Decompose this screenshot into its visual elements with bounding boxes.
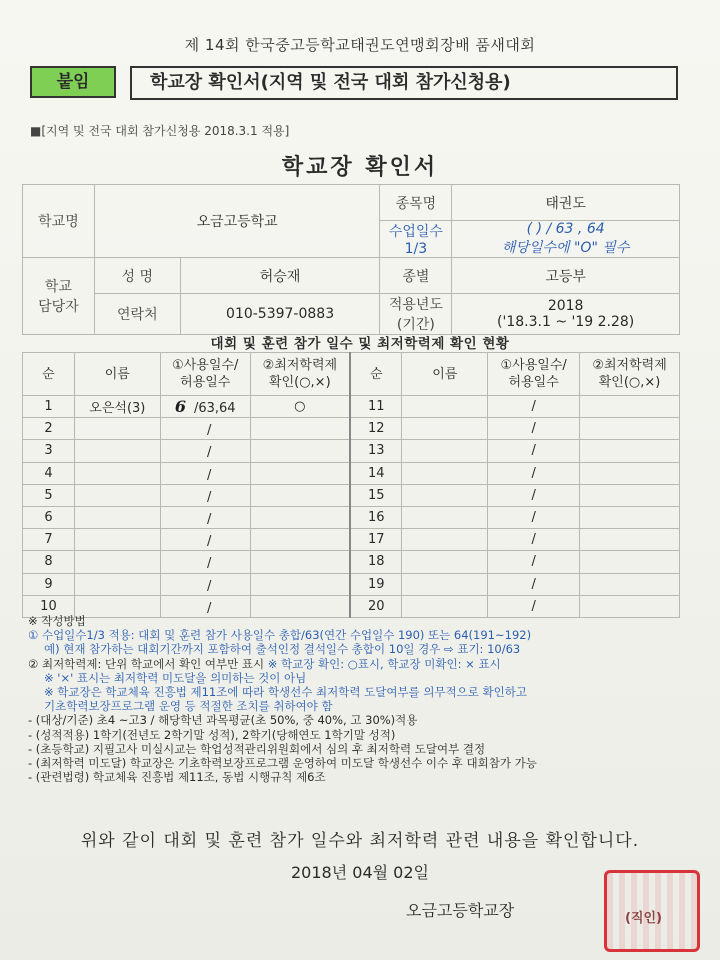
event-value: 태권도 bbox=[452, 185, 680, 221]
name-value: 허승재 bbox=[180, 258, 380, 294]
row-days bbox=[160, 573, 250, 595]
note-1b: 예) 현재 참가하는 대회기간까지 포함하여 출석인정 결석일수 총합이 10일 경우 ⇨ 표기: 10/63 bbox=[44, 642, 521, 657]
school-label: 학교명 bbox=[23, 185, 95, 258]
event-label: 종목명 bbox=[380, 185, 452, 221]
row-allowed-days: / bbox=[207, 423, 212, 439]
table-subtitle: 대회 및 훈련 참가 일수 및 최저학력제 확인 현황 bbox=[210, 336, 510, 352]
row-allowed-days: / bbox=[207, 556, 212, 572]
row-name bbox=[74, 573, 160, 595]
row-name bbox=[402, 462, 488, 484]
row-name bbox=[74, 551, 160, 573]
row-days: / bbox=[488, 462, 580, 484]
row-allowed-days: / bbox=[207, 578, 212, 594]
row-academic bbox=[250, 440, 350, 462]
row-academic: ○ bbox=[250, 396, 350, 418]
row-no: 10 bbox=[23, 595, 75, 617]
row-name bbox=[402, 418, 488, 440]
col-days-left: ①사용일수/ 허용일수 bbox=[160, 353, 250, 396]
row-days: / bbox=[488, 484, 580, 506]
row-no: 12 bbox=[350, 418, 402, 440]
row-name bbox=[74, 418, 160, 440]
school-value: 오금고등학교 bbox=[94, 185, 380, 258]
row-name bbox=[74, 506, 160, 528]
table-row bbox=[23, 462, 680, 484]
row-days: / bbox=[488, 551, 580, 573]
row-academic bbox=[250, 484, 350, 506]
table-row bbox=[23, 551, 680, 573]
note-2b: ※ 학교장 확인: ○표시, 학교장 미확인: × 표시 bbox=[267, 656, 501, 671]
note-2: ② 최저학력제: 단위 학교에서 확인 여부만 표시 bbox=[28, 656, 265, 671]
row-used-days: 6 bbox=[174, 397, 186, 417]
note-7: - (초등학교) 지필고사 미실시교는 학업성적관리위원회에서 심의 후 최저학력 도달여부 결정 bbox=[28, 741, 486, 756]
confirmation-text: 위와 같이 대회 및 훈련 참가 일수와 최저학력 관련 내용을 확인합니다. bbox=[80, 831, 640, 851]
row-no: 17 bbox=[350, 529, 402, 551]
row-no: 5 bbox=[23, 484, 75, 506]
note-6: - (성적적용) 1학기(전년도 2학기말 성적), 2학기(당해연도 1학기말 성적) bbox=[28, 727, 396, 742]
row-name bbox=[402, 573, 488, 595]
category-value: 고등부 bbox=[452, 258, 680, 294]
col-academic-left: ②최저학력제 확인(○,×) bbox=[250, 353, 350, 396]
note-8: - (최저학력 미도달) 학교장은 기초학력보장프로그램 운영하여 미도달 학생선수 이수 후 대회참가 가능 bbox=[28, 756, 537, 771]
row-academic bbox=[580, 484, 680, 506]
row-days: / bbox=[488, 418, 580, 440]
row-no: 8 bbox=[23, 551, 75, 573]
row-academic bbox=[250, 551, 350, 573]
row-name bbox=[402, 551, 488, 573]
note-9: - (관련법령) 학교체육 진흥법 제11조, 동법 시행규칙 제6조 bbox=[28, 770, 326, 785]
header-title: 학교장 확인서(지역 및 전국 대회 참가신청용) bbox=[130, 66, 678, 100]
form-note: ■[지역 및 전국 대회 참가신청용 2018.3.1 적용] bbox=[30, 124, 290, 138]
row-name bbox=[402, 440, 488, 462]
seal-text: (직인) bbox=[625, 911, 662, 926]
row-days bbox=[160, 484, 250, 506]
row-no: 6 bbox=[23, 506, 75, 528]
row-academic bbox=[580, 551, 680, 573]
row-no: 18 bbox=[350, 551, 402, 573]
row-no: 16 bbox=[350, 506, 402, 528]
row-no: 13 bbox=[350, 440, 402, 462]
participants-table bbox=[22, 352, 680, 618]
note-3: ※ '×' 표시는 최저학력 미도달을 의미하는 것이 아님 bbox=[44, 670, 307, 685]
row-days bbox=[160, 440, 250, 462]
row-days: / bbox=[488, 573, 580, 595]
days-label-text: 수업일수 bbox=[388, 224, 443, 240]
name-label: 성 명 bbox=[94, 258, 180, 294]
row-name bbox=[402, 506, 488, 528]
table-row bbox=[23, 484, 680, 506]
row-name bbox=[74, 462, 160, 484]
row-name bbox=[402, 396, 488, 418]
row-days: / bbox=[488, 595, 580, 617]
event-title: 제 14회 한국중고등학교태권도연맹회장배 품새대회 bbox=[184, 36, 536, 54]
row-no: 4 bbox=[23, 462, 75, 484]
table-row bbox=[23, 529, 680, 551]
issue-date: 2018년 04월 02일 bbox=[291, 863, 429, 882]
days-label bbox=[380, 221, 452, 258]
days-value: ( ) / 63 , 64 bbox=[526, 221, 605, 237]
row-no: 1 bbox=[23, 396, 75, 418]
row-days bbox=[160, 396, 250, 418]
row-name bbox=[74, 484, 160, 506]
row-days bbox=[160, 462, 250, 484]
row-academic bbox=[250, 462, 350, 484]
row-allowed-days: / bbox=[207, 534, 212, 550]
row-academic bbox=[580, 573, 680, 595]
note-1a: ① 수업일수1/3 적용: 대회 및 훈련 참가 사용일수 총합/63(연간 수업일수 190) 또는 64(191~192) bbox=[28, 628, 532, 643]
note-4b: 기초학력보장프로그램 운영 등 적절한 조치를 취하여야 함 bbox=[44, 699, 333, 714]
row-academic bbox=[580, 396, 680, 418]
row-no: 19 bbox=[350, 573, 402, 595]
row-academic bbox=[580, 440, 680, 462]
table-row bbox=[23, 506, 680, 528]
note-4a: ※ 학교장은 학교체육 진흥법 제11조에 따라 학생선수 최저학력 도달여부를 의무적으로 확인하고 bbox=[44, 685, 527, 700]
days-cell bbox=[452, 221, 680, 258]
row-days bbox=[160, 529, 250, 551]
col-days-right: ①사용일수/ 허용일수 bbox=[488, 353, 580, 396]
row-allowed-days: /63,64 bbox=[193, 401, 236, 417]
row-days: / bbox=[488, 506, 580, 528]
note-2-line bbox=[28, 657, 698, 671]
row-academic bbox=[580, 462, 680, 484]
document-title: 학교장 확인서 bbox=[281, 155, 439, 180]
table-row bbox=[23, 418, 680, 440]
row-name bbox=[74, 440, 160, 462]
row-academic bbox=[580, 418, 680, 440]
row-days: / bbox=[488, 529, 580, 551]
manager-label: 학교 담당자 bbox=[23, 258, 95, 335]
row-name bbox=[402, 529, 488, 551]
col-name-left: 이름 bbox=[74, 353, 160, 396]
row-academic bbox=[250, 418, 350, 440]
row-allowed-days: / bbox=[207, 600, 212, 616]
days-note: 해당일수에 "O" 필수 bbox=[501, 240, 630, 256]
row-days bbox=[160, 506, 250, 528]
row-allowed-days: / bbox=[207, 445, 212, 461]
period-label-text: 적용년도 bbox=[388, 297, 443, 313]
instructions bbox=[28, 614, 698, 784]
attachment-badge: 붙임 bbox=[30, 66, 116, 98]
row-academic bbox=[580, 506, 680, 528]
notes-heading: ※ 작성방법 bbox=[28, 614, 86, 628]
period-year: 2018 bbox=[547, 298, 584, 314]
row-no: 15 bbox=[350, 484, 402, 506]
row-no: 3 bbox=[23, 440, 75, 462]
col-no-left: 순 bbox=[23, 353, 75, 396]
row-no: 14 bbox=[350, 462, 402, 484]
row-no: 2 bbox=[23, 418, 75, 440]
official-seal bbox=[604, 870, 700, 952]
col-name-right: 이름 bbox=[402, 353, 488, 396]
contact-label: 연락처 bbox=[94, 294, 180, 335]
category-label: 종별 bbox=[380, 258, 452, 294]
row-allowed-days: / bbox=[207, 467, 212, 483]
contact-value: 010-5397-0883 bbox=[180, 294, 380, 335]
period-range: ('18.3.1 ~ '19 2.28) bbox=[497, 314, 635, 330]
row-academic bbox=[250, 506, 350, 528]
row-days: / bbox=[488, 396, 580, 418]
row-no: 9 bbox=[23, 573, 75, 595]
row-no: 7 bbox=[23, 529, 75, 551]
row-academic bbox=[580, 529, 680, 551]
table-row bbox=[23, 573, 680, 595]
principal-name: 오금고등학교장 bbox=[406, 901, 515, 920]
period-label bbox=[380, 294, 452, 335]
row-academic bbox=[250, 573, 350, 595]
info-table bbox=[22, 184, 680, 335]
row-allowed-days: / bbox=[207, 512, 212, 528]
row-name: 오은석(3) bbox=[74, 396, 160, 418]
row-name bbox=[402, 484, 488, 506]
row-days bbox=[160, 551, 250, 573]
row-days bbox=[160, 418, 250, 440]
row-days: / bbox=[488, 440, 580, 462]
col-academic-right: ②최저학력제 확인(○,×) bbox=[580, 353, 680, 396]
row-allowed-days: / bbox=[207, 489, 212, 505]
period-cell bbox=[452, 294, 680, 335]
row-no: 11 bbox=[350, 396, 402, 418]
period-sub: (기간) bbox=[396, 317, 435, 333]
row-academic bbox=[250, 529, 350, 551]
row-no: 20 bbox=[350, 595, 402, 617]
note-5: - (대상/기준) 초4 ~고3 / 해당학년 과목평균(초 50%, 중 40%, 고 30%)적용 bbox=[28, 713, 418, 728]
col-no-right: 순 bbox=[350, 353, 402, 396]
row-name bbox=[74, 529, 160, 551]
table-row bbox=[23, 440, 680, 462]
table-row bbox=[23, 396, 680, 418]
days-fraction: 1/3 bbox=[404, 241, 428, 257]
